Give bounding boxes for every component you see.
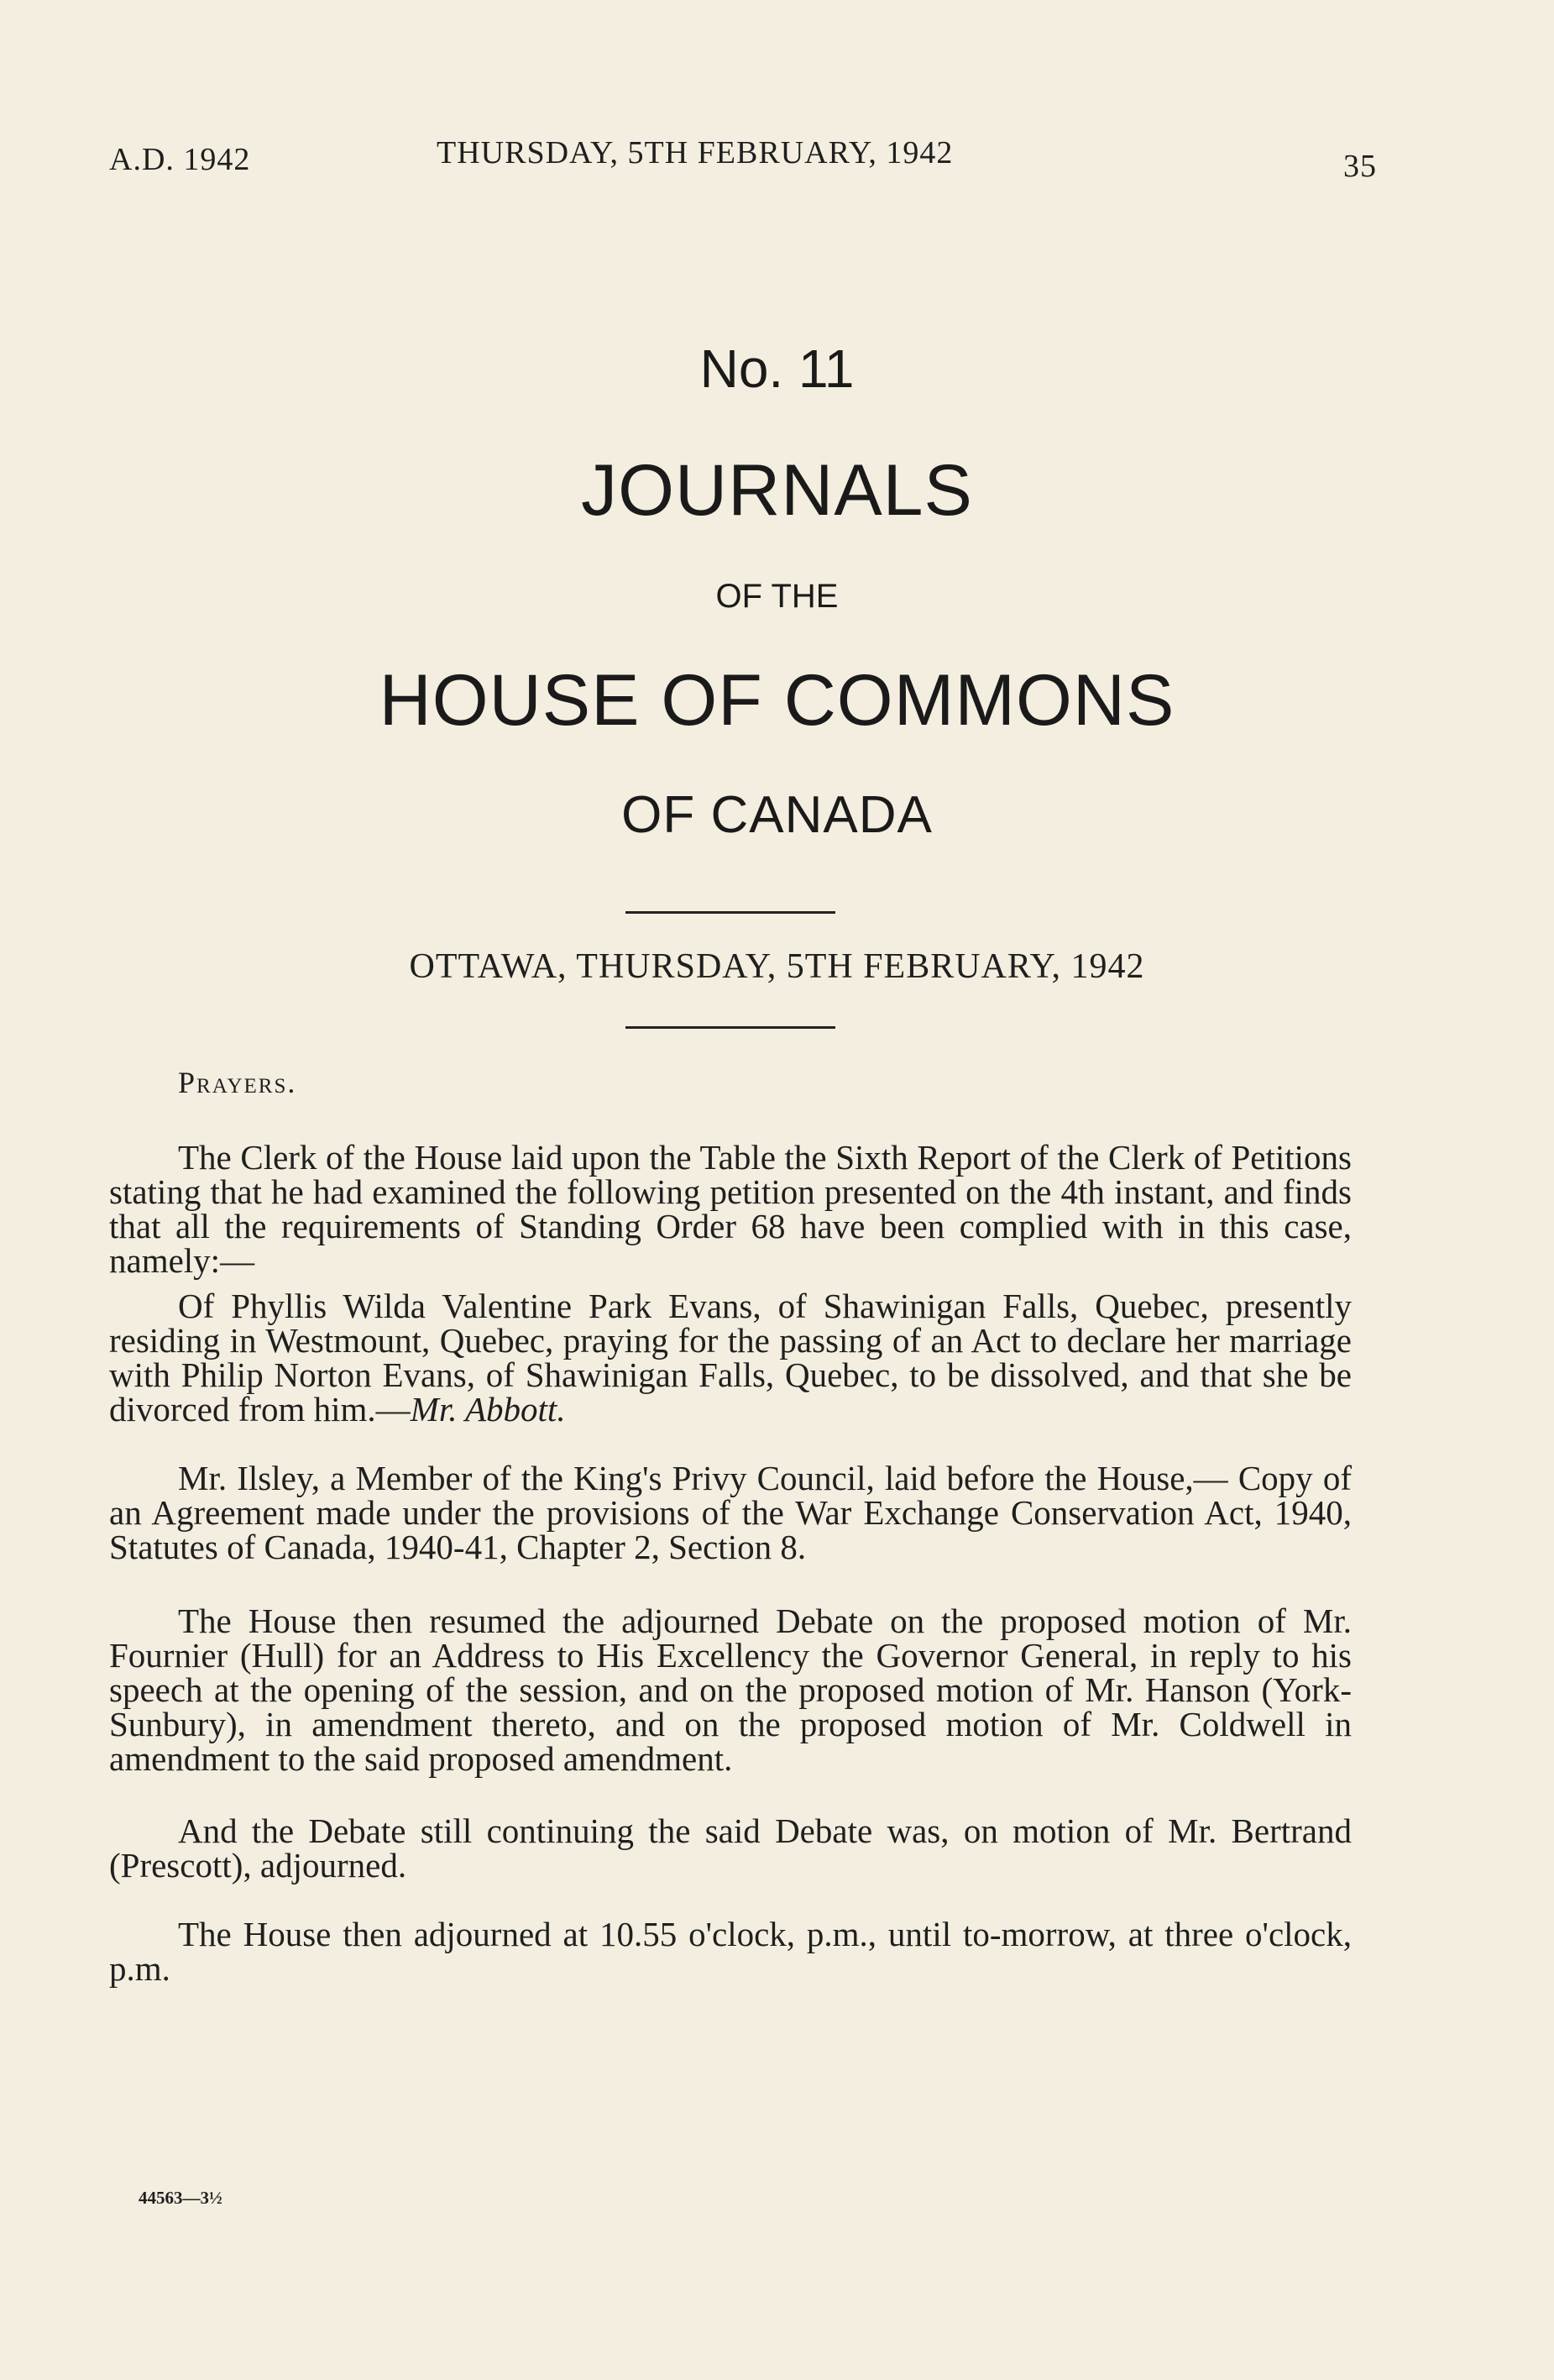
title-of-canada: OF CANADA: [621, 786, 933, 844]
paragraph-debate: [109, 1604, 1352, 1776]
header-year: A.D. 1942: [109, 142, 251, 177]
paragraph-debate-adjourned: [109, 1811, 1352, 1885]
paragraph-clerk-report: [109, 1140, 1352, 1278]
title-of-the: OF THE: [715, 578, 839, 615]
paragraph-text: The House then resumed the adjourned Debate on the proposed motion of Mr. Fournier (Hull) for an Address to His Excellency the Governor General, in reply to his speech at the opening of the session, and on the proposed motion of Mr. Hanson (York-Sunbury), in amendment thereto, and on the proposed motion of Mr. Coldwell in amendment to the said proposed amendment.: [109, 1602, 1352, 1778]
paragraph-agreement: [109, 1461, 1352, 1565]
title-house-of-commons: HOUSE OF COMMONS: [379, 660, 1175, 741]
page-number: 35: [1343, 149, 1377, 184]
journal-number: No. 11: [699, 338, 855, 399]
divider-top: [625, 911, 835, 914]
petition-presenter: Mr. Abbott.: [410, 1390, 566, 1429]
paragraph-text: The House then adjourned at 10.55 o'clock, p.m., until to-morrow, at three o'clock, p.m.: [109, 1915, 1352, 1988]
paragraph-text-petition: [109, 1289, 1352, 1427]
running-header: [109, 134, 1377, 185]
paragraph-text: The Clerk of the House laid upon the Table the Sixth Report of the Clerk of Petitions stating that he had examined the following petition presented on the 4th instant, and finds that all the requirements of Standing Order 68 have been complied with in this case, namely:—: [109, 1138, 1352, 1280]
divider-bottom: [625, 1026, 835, 1029]
paragraph-text: Mr. Ilsley, a Member of the King's Privy Council, laid before the House,— Copy of an Agreement made under the provisions of the War Exchange Conservation Act, 1940, Statutes of Canada, 1940-41, Chapter 2, Section 8.: [109, 1459, 1352, 1566]
paragraph-petition: [109, 1289, 1352, 1427]
paragraph-text: And the Debate still continuing the said Debate was, on motion of Mr. Bertrand (Prescott), adjourned.: [109, 1811, 1352, 1885]
prayers-heading: Prayers.: [178, 1066, 297, 1099]
journal-title: JOURNALS: [581, 450, 973, 531]
header-date: THURSDAY, 5TH FEBRUARY, 1942: [437, 135, 954, 170]
printer-code: 44563—3½: [139, 2188, 222, 2208]
paragraph-house-adjourned: [109, 1917, 1352, 1986]
petition-text: Of Phyllis Wilda Valentine Park Evans, of Shawinigan Falls, Quebec, presently residing in Westmount, Quebec, praying for the passing of an Act to declare her marriage with Philip Norton Evans, of Shawinigan Falls, Quebec, to be dissolved, and that she be divorced from him.—: [109, 1287, 1352, 1429]
dateline: OTTAWA, THURSDAY, 5TH FEBRUARY, 1942: [409, 947, 1145, 986]
